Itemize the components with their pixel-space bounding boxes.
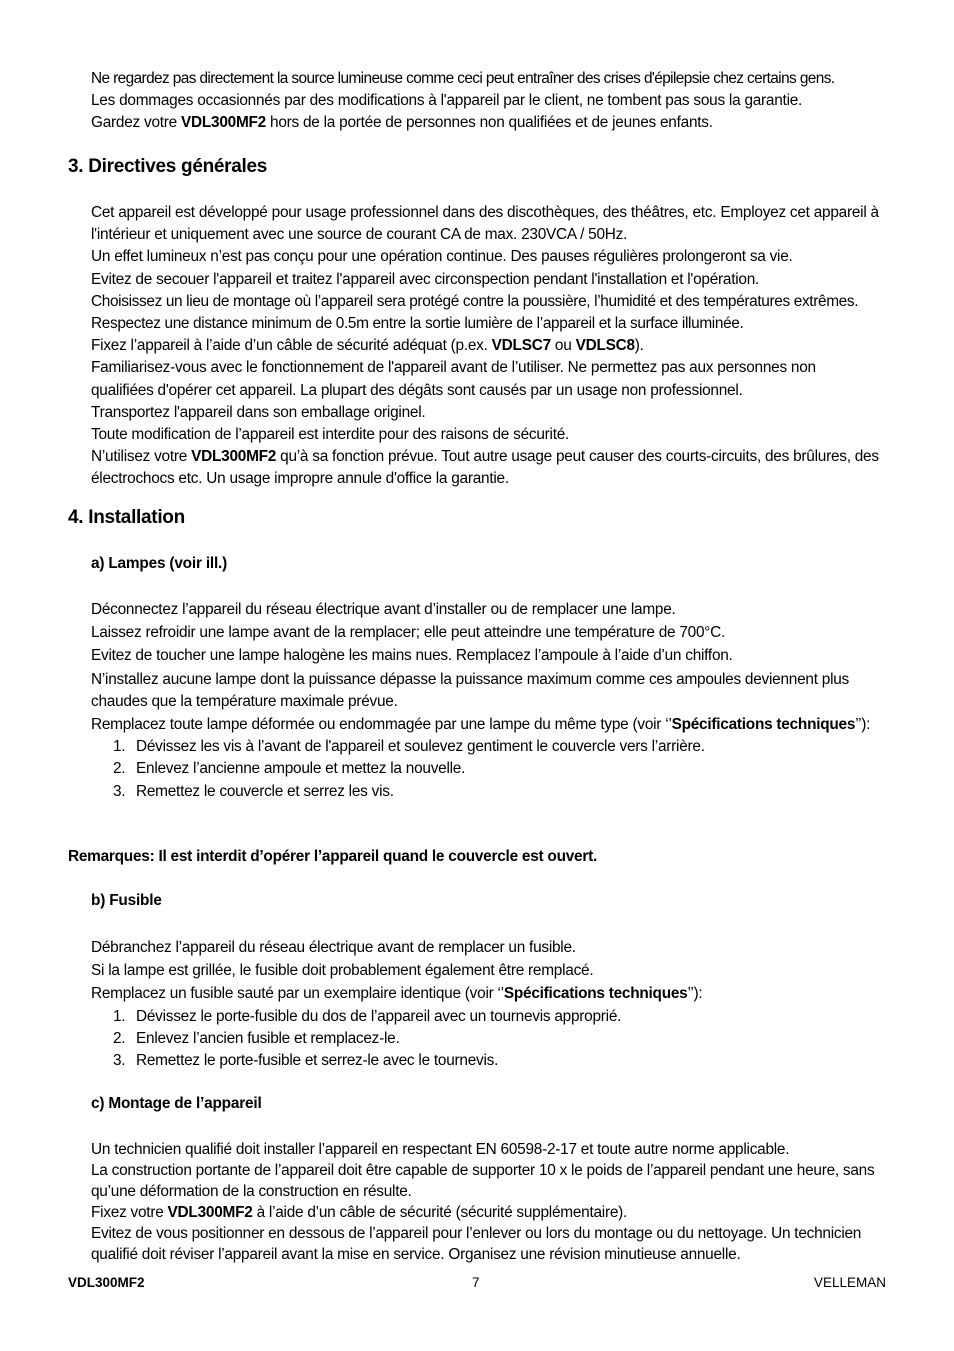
list-item: 1. Dévissez les vis à l’avant de l'appareil et soulevez gentiment le couvercle vers l’arrière. [113, 738, 705, 756]
paragraph: Fixez votre VDL300MF2 à l’aide d’un câble de sécurité (sécurité supplémentaire). [91, 1204, 628, 1221]
remark: Remarques: Il est interdit d’opérer l’appareil quand le couvercle est ouvert. [68, 848, 597, 865]
subsection-heading: a) Lampes (voir ill.) [91, 555, 228, 572]
paragraph: Transportez l'appareil dans son emballage originel. [91, 403, 426, 421]
intro-line: Ne regardez pas directement la source lumineuse comme ceci peut entraîner des crises d'épilepsie chez certains gens. [91, 70, 835, 87]
list-item: 1. Dévissez le porte-fusible du dos de l’appareil avec un tournevis approprié. [113, 1007, 622, 1025]
list-item: 2. Enlevez l’ancien fusible et remplacez-le. [113, 1029, 400, 1047]
paragraph: N’installez aucune lampe dont la puissance dépasse la puissance maximum comme ces ampoules deviennent plus chaudes que la température maximale prévue. [91, 670, 849, 710]
lamp-steps [91, 736, 881, 803]
footer-model: VDL300MF2 [68, 1275, 145, 1290]
paragraph: Toute modification de l’appareil est interdite pour des raisons de sécurité. [91, 426, 570, 444]
model-name: VDL300MF2 [167, 1204, 253, 1221]
paragraph: Fixez l’appareil à l’aide d’un câble de sécurité adéquat (p.ex. VDLSC7 ou VDLSC8). [91, 337, 644, 355]
intro-line: Les dommages occasionnés par des modifications à l'appareil par le client, ne tombent pas sous la garantie. [91, 92, 803, 110]
paragraph: Un technicien qualifié doit installer l’appareil en respectant EN 60598-2-17 et toute autre norme applicable. [91, 1141, 790, 1158]
list-item: 3. Remettez le couvercle et serrez les vis. [113, 782, 394, 800]
paragraph: Un effet lumineux n’est pas conçu pour une opération continue. Des pauses régulières prolongeront sa vie. [91, 248, 793, 266]
fuse-steps [91, 1006, 881, 1073]
fuse-body [91, 937, 881, 1072]
paragraph: La construction portante de l’appareil doit être capable de supporter 10 x le poids de l’appareil pendant une heure, sans qu’une déformation de la construction en résulte. [91, 1162, 875, 1200]
paragraph: Si la lampe est grillée, le fusible doit probablement également être remplacé. [91, 962, 594, 980]
paragraph: Laissez refroidir une lampe avant de la remplacer; elle peut atteindre une température de 700°C. [91, 624, 726, 642]
lamps-body [91, 599, 881, 803]
mounting-body [91, 1139, 881, 1265]
subsection-heading: c) Montage de l’appareil [91, 1095, 262, 1112]
subsection-heading: b) Fusible [91, 892, 162, 909]
paragraph: Evitez de secouer l'appareil et traitez l'appareil avec circonspection pendant l'installation et l'opération. [91, 270, 760, 288]
paragraph: Débranchez l’appareil du réseau électrique avant de remplacer un fusible. [91, 939, 576, 956]
paragraph: Evitez de vous positionner en dessous de l’appareil pour l’enlever ou lors du montage ou du nettoyage. Un technicien qualifié doit réviser l’appareil avant la mise en service. Organisez une révision minutieuse annuelle. [91, 1225, 862, 1263]
intro-line: Gardez votre VDL300MF2 hors de la portée de personnes non qualifiées et de jeunes enfants. [91, 114, 713, 132]
list-item: 3. Remettez le porte-fusible et serrez-le avec le tournevis. [113, 1052, 499, 1070]
section3-body [91, 202, 881, 491]
paragraph: Evitez de toucher une lampe halogène les mains nues. Remplacez l’ampoule à l’aide d’un chiffon. [91, 647, 733, 665]
paragraph: Remplacez un fusible sauté par un exemplaire identique (voir ‘’Spécifications techniques’’): [91, 985, 703, 1003]
footer-brand: VELLEMAN [813, 1275, 886, 1290]
paragraph: N’utilisez votre VDL300MF2 qu’à sa fonction prévue. Tout autre usage peut causer des courts-circuits, des brûlures, des électrochocs etc. Un usage impropre annule d'office la garantie. [91, 448, 879, 488]
model-name: VDL300MF2 [191, 448, 277, 466]
footer-page-number: 7 [472, 1275, 480, 1290]
paragraph: Familiarisez-vous avec le fonctionnement de l'appareil avant de l’utiliser. Ne permettez pas aux personnes non qualifiées d'opérer cet appareil. La plupart des dégâts sont causés par un usage non professionnel. [91, 359, 816, 399]
paragraph: Choisissez un lieu de montage où l’appareil sera protégé contre la poussière, l’humidité et des températures extrêmes. Respectez une distance minimum de 0.5m entre la sortie lumière de l’appareil et la surface illuminée. [91, 292, 859, 333]
section-heading: 3. Directives générales [68, 156, 268, 177]
list-item: 2. Enlevez l’ancienne ampoule et mettez la nouvelle. [113, 760, 466, 778]
model-name: VDL300MF2 [181, 114, 266, 132]
paragraph: Déconnectez l’appareil du réseau électrique avant d’installer ou de remplacer une lampe. [91, 601, 676, 618]
intro-block [91, 68, 881, 135]
paragraph: Remplacez toute lampe déformée ou endommagée par une lampe du même type (voir ‘’Spécifications techniques’’): [91, 716, 871, 734]
paragraph: Cet appareil est développé pour usage professionnel dans des discothèques, des théâtres, etc. Employez cet appareil à l'intérieur et uniquement avec une source de courant CA de max. 230VCA / 50Hz. [91, 204, 879, 244]
section-heading: 4. Installation [68, 507, 185, 528]
